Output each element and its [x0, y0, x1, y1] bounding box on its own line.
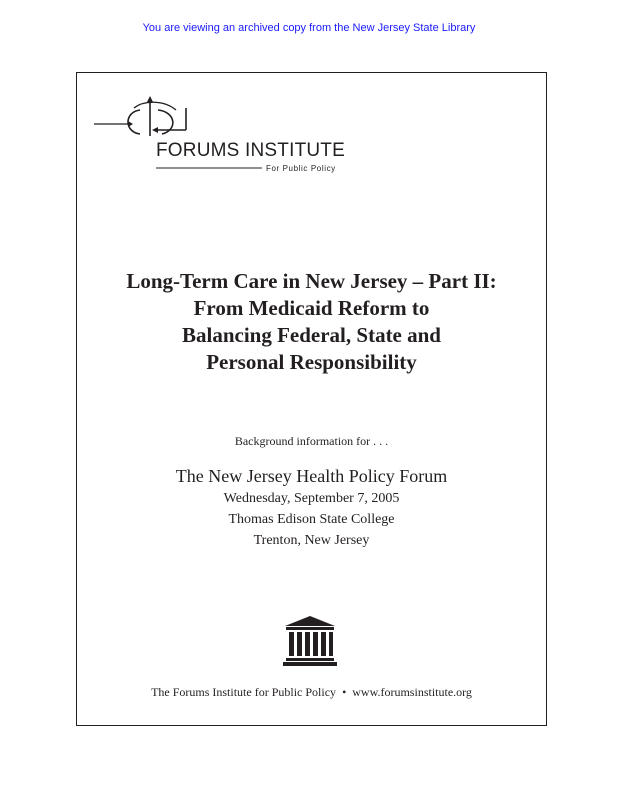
forum-venue: Thomas Edison State College: [228, 512, 395, 527]
footer-separator: •: [342, 685, 347, 699]
forum-details: [76, 464, 547, 551]
title-line: Personal Responsibility: [206, 350, 417, 374]
title-line: Long-Term Care in New Jersey – Part II:: [126, 269, 497, 293]
logo-name: FORUMS INSTITUTE: [156, 140, 345, 161]
footer-organization: The Forums Institute for Public Policy: [151, 685, 337, 699]
title-line: Balancing Federal, State and: [181, 323, 441, 347]
forum-name: The New Jersey Health Policy Forum: [175, 466, 448, 486]
logo-tagline: For Public Policy: [266, 164, 336, 173]
forum-location: Trenton, New Jersey: [253, 533, 370, 548]
background-info-label: Background information for . . .: [234, 434, 389, 448]
forum-date: Wednesday, September 7, 2005: [223, 491, 400, 506]
footer-website-link[interactable]: www.forumsinstitute.org: [352, 685, 472, 699]
title-line: From Medicaid Reform to: [193, 296, 430, 320]
footer: [76, 685, 547, 700]
forums-institute-logo: [94, 96, 354, 176]
report-title: [76, 268, 547, 376]
archive-notice: You are viewing an archived copy from the New Jersey State Library: [142, 22, 476, 34]
temple-icon: [283, 616, 337, 666]
